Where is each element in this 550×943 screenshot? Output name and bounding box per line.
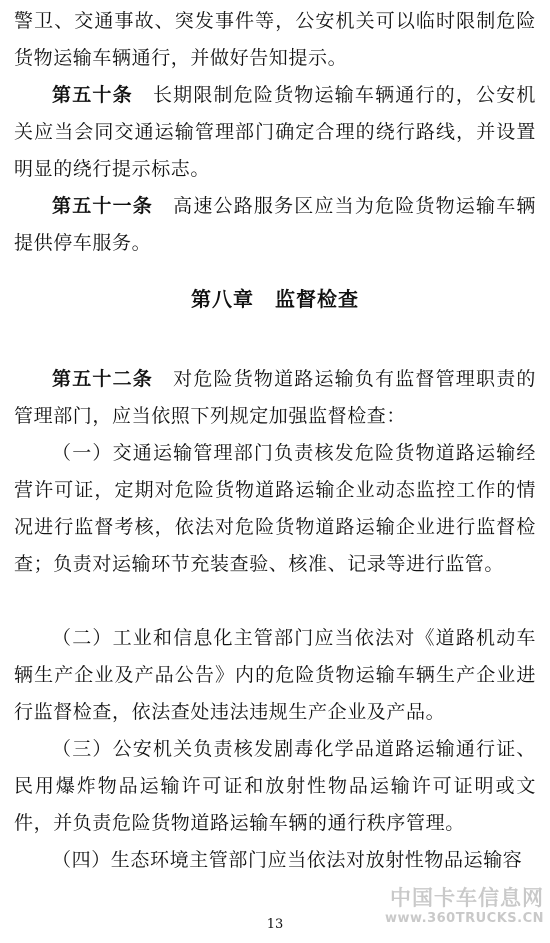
paragraph-continued [14,3,536,77]
watermark-cn-text: 中国卡车信息网 [390,886,544,910]
article-52 [14,361,536,435]
clause-1 [14,435,536,583]
article-number: 第五十一条 [52,195,153,217]
paragraph-text: 警卫、交通事故、突发事件等，公安机关可以临时限制危险货物运输车辆通行，并做好告知提示。 [14,10,536,69]
paragraph-text: （三）公安机关负责核发剧毒化学品道路运输通行证、民用爆炸物品运输许可证和放射性物品运输许可证明或文件，并负责危险货物道路运输车辆的通行秩序管理。 [14,738,536,834]
paragraph-text: （四）生态环境主管部门应当依法对放射性物品运输容 [52,849,523,871]
chapter-heading: 第八章 监督检查 [191,287,359,311]
clause-4 [14,842,536,879]
clause-2 [14,620,536,731]
article-number: 第五十条 [52,84,133,106]
article-51 [14,188,536,262]
paragraph-text: 高速公路服务区应当为危险货物运输车辆提供停车服务。 [14,195,536,254]
article-number: 第五十二条 [52,368,153,390]
paragraph-text: （二）工业和信息化主管部门应当依法对《道路机动车辆生产企业及产品公告》内的危险货物运输车辆生产企业进行监督检查，依法查处违法违规生产企业及产品。 [14,627,536,723]
article-50 [14,77,536,188]
paragraph-text: 长期限制危险货物运输车辆通行的，公安机关应当会同交通运输管理部门确定合理的绕行路线，并设置明显的绕行提示标志。 [14,84,536,180]
paragraph-text: （一）交通运输管理部门负责核发危险货物道路运输经营许可证，定期对危险货物道路运输企业动态监控工作的情况进行监督考核，依法对危险货物道路运输企业进行监督检查；负责对运输环节充装查验、核准、记录等进行监管。 [14,442,536,575]
clause-3 [14,731,536,842]
page-number: 13 [266,917,284,932]
watermark-en-text: www.360TRUCKS.CN [384,911,544,926]
paragraph-text: 对危险货物道路运输负有监督管理职责的管理部门，应当依照下列规定加强监督检查： [14,368,536,427]
